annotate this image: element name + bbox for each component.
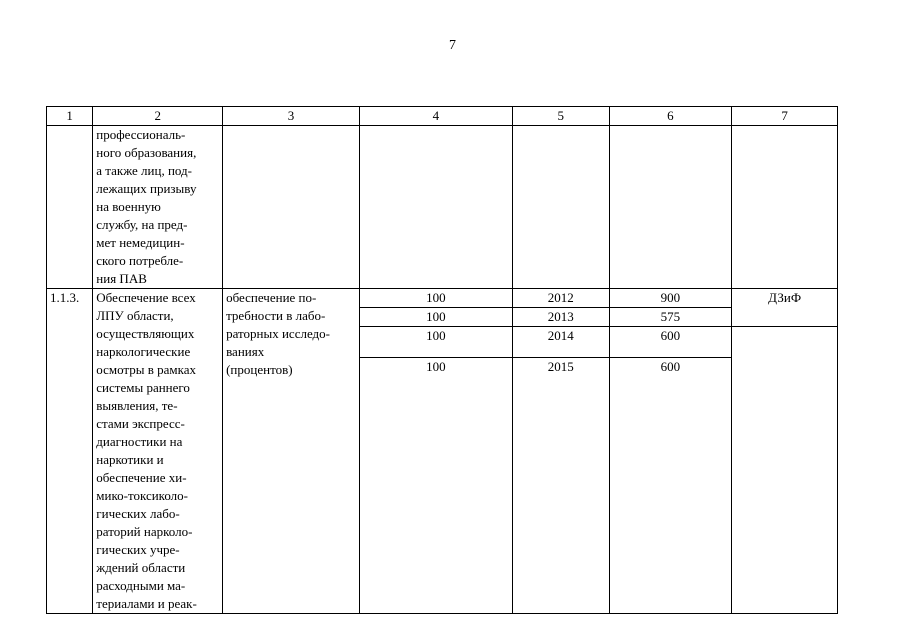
target-filler [359,376,512,614]
row-executor: ДЗиФ [732,289,838,327]
continued-row-indicator [223,126,360,289]
continued-row-description: профессиональ- ного образования, а также лиц, под- лежащих призыву на военную службу, на пред- мет немедицин- ского потребле- ния ПАВ [93,126,223,289]
year-value: 2013 [512,308,609,327]
year-value: 2014 [512,327,609,358]
column-header-4: 4 [359,107,512,126]
table-row [47,289,838,308]
target-value: 100 [359,308,512,327]
year-value: 2015 [512,358,609,377]
page-number: 7 [449,38,456,53]
year-filler [512,376,609,614]
amount-value: 900 [609,289,732,308]
column-header-7: 7 [732,107,838,126]
target-value: 100 [359,358,512,377]
target-value: 100 [359,289,512,308]
column-header-3: 3 [223,107,360,126]
amount-value: 575 [609,308,732,327]
target-value: 100 [359,327,512,358]
year-value: 2012 [512,289,609,308]
continued-row-executor [732,126,838,289]
row-number: 1.1.3. [47,289,93,614]
column-header-6: 6 [609,107,732,126]
continued-row-target [359,126,512,289]
amount-filler [609,376,732,614]
column-header-5: 5 [512,107,609,126]
program-table [46,106,838,614]
amount-value: 600 [609,327,732,358]
row-indicator: обеспечение по- требности в лабо- раторных исследо- ваниях (процентов) [223,289,360,614]
continued-row-amount [609,126,732,289]
amount-value: 600 [609,358,732,377]
continued-row [47,126,838,289]
column-number-header-row [47,107,838,126]
column-header-2: 2 [93,107,223,126]
column-header-1: 1 [47,107,93,126]
continued-row-year [512,126,609,289]
row-description: Обеспечение всех ЛПУ области, осуществляющих наркологические осмотры в рамках системы раннего выявления, те- стами экспресс- диагностики на наркотики и обеспечение хи- мико-токсиколо- гических лабо- раторий нарколо- гических учре- ждений области расходными ма- териалами и реак- [93,289,223,614]
executor-empty-cell [732,327,838,614]
continued-row-number [47,126,93,289]
